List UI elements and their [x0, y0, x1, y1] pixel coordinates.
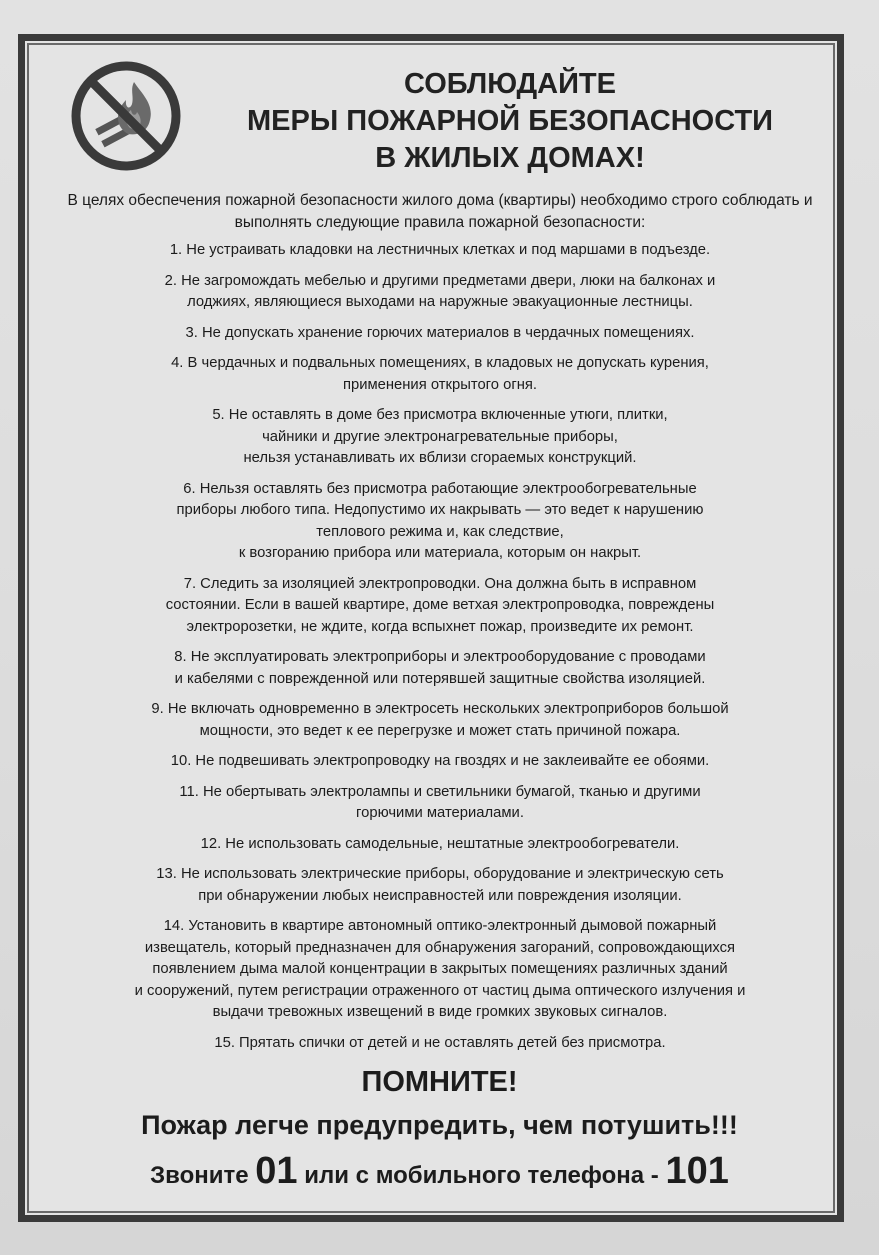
mobile-number: 101: [665, 1150, 729, 1192]
rule-item: 9. Не включать одновременно в электросеть нескольких электроприборов большой мощности, это ведет к ее перегрузке и может стать причиной пожара.: [151, 701, 729, 739]
call-prefix: Звоните: [150, 1162, 249, 1189]
rule-item: 11. Не обертывать электролампы и светильники бумагой, тканью и другими горючими материалами.: [179, 783, 701, 821]
rule-item: 15. Прятать спички от детей и не оставлять детей без присмотра.: [214, 1034, 666, 1051]
rules-list: [55, 240, 825, 1063]
rule-item: 3. Не допускать хранение горючих материалов в чердачных помещениях.: [185, 324, 695, 341]
rule-item: 7. Следить за изоляцией электропроводки. Она должна быть в исправном состоянии. Если в вашей квартире, доме ветхая электропроводка, повреждены электророзетки, не ждите, когда вспыхнет пожар, произведите их ремонт.: [165, 575, 715, 635]
intro-paragraph: В целях обеспечения пожарной безопасности жилого дома (квартиры) необходимо строго соблюдать и выполнять следующие правила пожарной безопасности:: [67, 192, 813, 231]
rule-item: 4. В чердачных и подвальных помещениях, в кладовых не допускать курения, применения открытого огня.: [171, 355, 709, 393]
rule-item: 5. Не оставлять в доме без присмотра включенные утюги, плитки, чайники и другие электронагревательные приборы, нельзя устанавливать их вблизи сгораемых конструкций.: [212, 407, 668, 466]
no-fire-icon: [70, 60, 182, 172]
rule-item: 14. Установить в квартире автономный оптико-электронный дымовой пожарный извещатель, который предназначен для обнаружения загораний, сопровождающихся появлением дыма малой концентрации в закрытых помещениях различных зданий и сооружений, путем регистрации отраженного от частиц дыма оптического излучения и выдачи тревожных извещений в виде громких звуковых сигналов.: [134, 918, 746, 1020]
rule-item: 1. Не устраивать кладовки на лестничных клетках и под маршами в подъезде.: [169, 242, 711, 258]
page-title: [215, 66, 805, 177]
rule-item: 10. Не подвешивать электропроводку на гвоздях и не заклеивайте ее обоями.: [170, 753, 710, 769]
title-line: СОБЛЮДАЙТЕ: [404, 68, 616, 100]
rule-item: 12. Не использовать самодельные, нештатные электрообогреватели.: [200, 835, 680, 852]
call-middle: или с мобильного телефона -: [304, 1162, 659, 1189]
rule-item: 6. Нельзя оставлять без присмотра работающие электрообогревательные приборы любого типа. Недопустимо их накрывать — это ведет к нарушению теплового режима и, как следствие, к возгоранию прибора или материала, которым он накрыт.: [176, 480, 704, 561]
landline-number: 01: [255, 1150, 298, 1192]
title-line: МЕРЫ ПОЖАРНОЙ БЕЗОПАСНОСТИ: [246, 105, 774, 137]
title-line: В ЖИЛЫХ ДОМАХ!: [375, 142, 645, 174]
emergency-call-line: [0, 1150, 879, 1193]
remember-heading: ПОМНИТЕ!: [361, 1066, 518, 1098]
rule-item: 2. Не загромождать мебелью и другими предметами двери, люки на балконах и лоджиях, являющиеся выходами на наружные эвакуационные лестницы.: [164, 272, 716, 310]
slogan: Пожар легче предупредить, чем потушить!!!: [141, 1110, 738, 1140]
rule-item: 8. Не эксплуатировать электроприборы и электрооборудование с проводами и кабелями с поврежденной или потерявшей защитные свойства изоляцией.: [174, 649, 706, 687]
rule-item: 13. Не использовать электрические приборы, оборудование и электрическую сеть при обнаружении любых неисправностей или повреждения изоляции.: [156, 866, 724, 904]
